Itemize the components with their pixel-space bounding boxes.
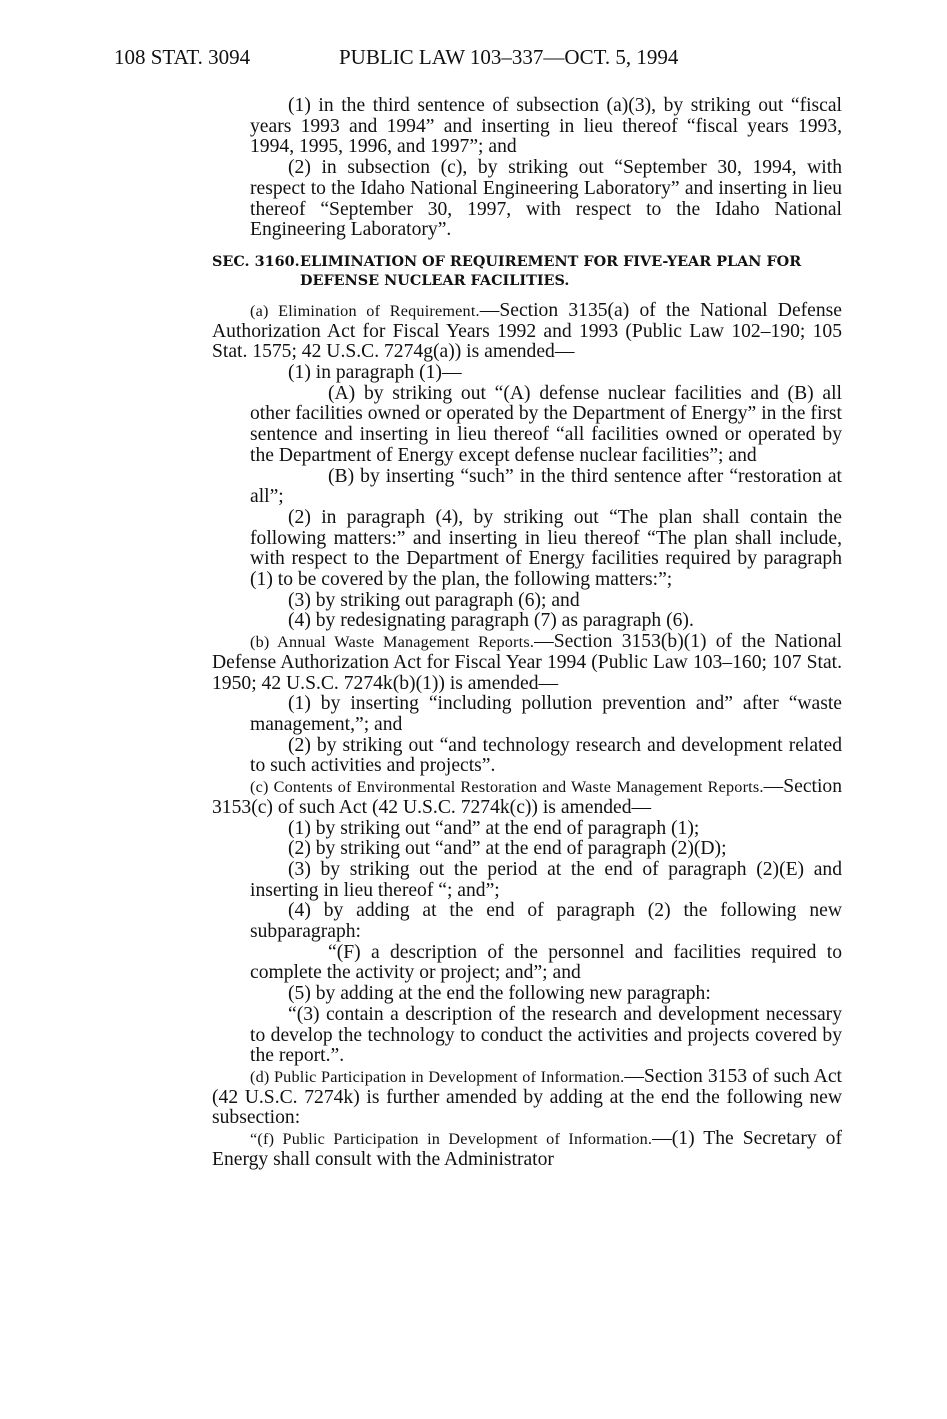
subsection-c <box>212 777 842 818</box>
stat-reference: 108 STAT. 3094 <box>114 45 251 69</box>
subsection-d <box>212 1067 842 1129</box>
paragraph: (2) by striking out “and technology research and development related to such activities and projects”. <box>250 734 842 777</box>
subsection-text: —(1) The Secretary of Energy shall consult with the Administrator <box>212 1128 842 1170</box>
subparagraph: (B) by inserting “such” in the third sentence after “restoration at all”; <box>250 465 842 508</box>
paragraph: (1) by striking out “and” at the end of paragraph (1); <box>288 817 700 839</box>
paragraph: (2) in paragraph (4), by striking out “The plan shall contain the following matters:” and inserting in lieu thereof “The plan shall include, with respect to the Department of Energy facilities required by paragraph (1) to be covered by the plan, the following matters:”; <box>250 506 842 591</box>
paragraph: (1) in the third sentence of subsection (a)(3), by striking out “fiscal years 1993 and 1994” and inserting in lieu thereof “fiscal years 1993, 1994, 1995, 1996, and 1997”; and <box>250 95 842 158</box>
paragraph: (1) by inserting “including pollution prevention and” after “waste management,”; and <box>250 693 842 735</box>
body-text <box>212 96 842 1170</box>
section-number: SEC. 3160. <box>212 252 300 270</box>
subsection-heading: “(f) Public Participation in Development of Information. <box>250 1130 653 1149</box>
quoted-paragraph: “(3) contain a description of the research and development necessary to develop the technology to conduct the activities and projects covered by the report.”. <box>250 1003 842 1067</box>
subsection-text: —Section 3153(b)(1) of the National Defense Authorization Act for Fiscal Year 1994 (Public Law 103–160; 107 Stat. 1950; 42 U.S.C. 7274k(b)(1)) is amended— <box>212 631 842 694</box>
subsection-heading: (b) Annual Waste Management Reports. <box>250 633 535 652</box>
paragraph: (3) by striking out the period at the end of paragraph (2)(E) and inserting in lieu thereof “; and”; <box>250 858 842 901</box>
subsection-b <box>212 632 842 694</box>
subsection-a <box>212 301 842 363</box>
public-law-reference: PUBLIC LAW 103–337—OCT. 5, 1994 <box>339 45 679 69</box>
subsection-heading: (a) Elimination of Requirement. <box>250 301 480 320</box>
subsection-text: —Section 3153 of such Act (42 U.S.C. 7274k) is further amended by adding at the end the following new subsection: <box>212 1065 843 1129</box>
subsection-text: —Section 3135(a) of the National Defense Authorization Act for Fiscal Years 1992 and 1993 (Public Law 102–190; 105 Stat. 1575; 42 U.S.C. 7274g(a)) is amended— <box>212 299 842 363</box>
paragraph: (3) by striking out paragraph (6); and <box>288 589 580 611</box>
section-title: ELIMINATION OF REQUIREMENT FOR FIVE-YEAR PLAN FOR DEFENSE NUCLEAR FACILITIES. <box>300 252 802 289</box>
paragraph: (4) by adding at the end of paragraph (2) the following new subparagraph: <box>250 900 842 943</box>
quoted-subparagraph: “(F) a description of the personnel and facilities required to complete the activity or project; and”; and <box>250 941 842 984</box>
paragraph: (1) in paragraph (1)— <box>288 362 462 384</box>
paragraph: (4) by redesignating paragraph (7) as paragraph (6). <box>288 610 694 632</box>
subsection-text: —Section 3153(c) of such Act (42 U.S.C. 7274k(c)) is amended— <box>212 776 842 818</box>
subsection-heading: (c) Contents of Environmental Restoration and Waste Management Reports. <box>250 778 764 797</box>
paragraph: (2) in subsection (c), by striking out “September 30, 1994, with respect to the Idaho National Engineering Laboratory” and inserting in lieu thereof “September 30, 1997, with respect to the Idaho National Engineering Laboratory”. <box>250 157 842 241</box>
paragraph: (5) by adding at the end the following new paragraph: <box>288 983 711 1005</box>
quoted-subsection-f <box>212 1129 842 1170</box>
paragraph: (2) by striking out “and” at the end of paragraph (2)(D); <box>288 838 727 860</box>
subsection-heading: (d) Public Participation in Development of Information. <box>250 1067 625 1086</box>
section-heading <box>212 252 842 290</box>
subparagraph: (A) by striking out “(A) defense nuclear facilities and (B) all other facilities owned or operated by the Department of Energy” in the first sentence and inserting in lieu thereof “all facilities owned or operated by the Department of Energy except defense nuclear facilities”; and <box>250 382 842 466</box>
